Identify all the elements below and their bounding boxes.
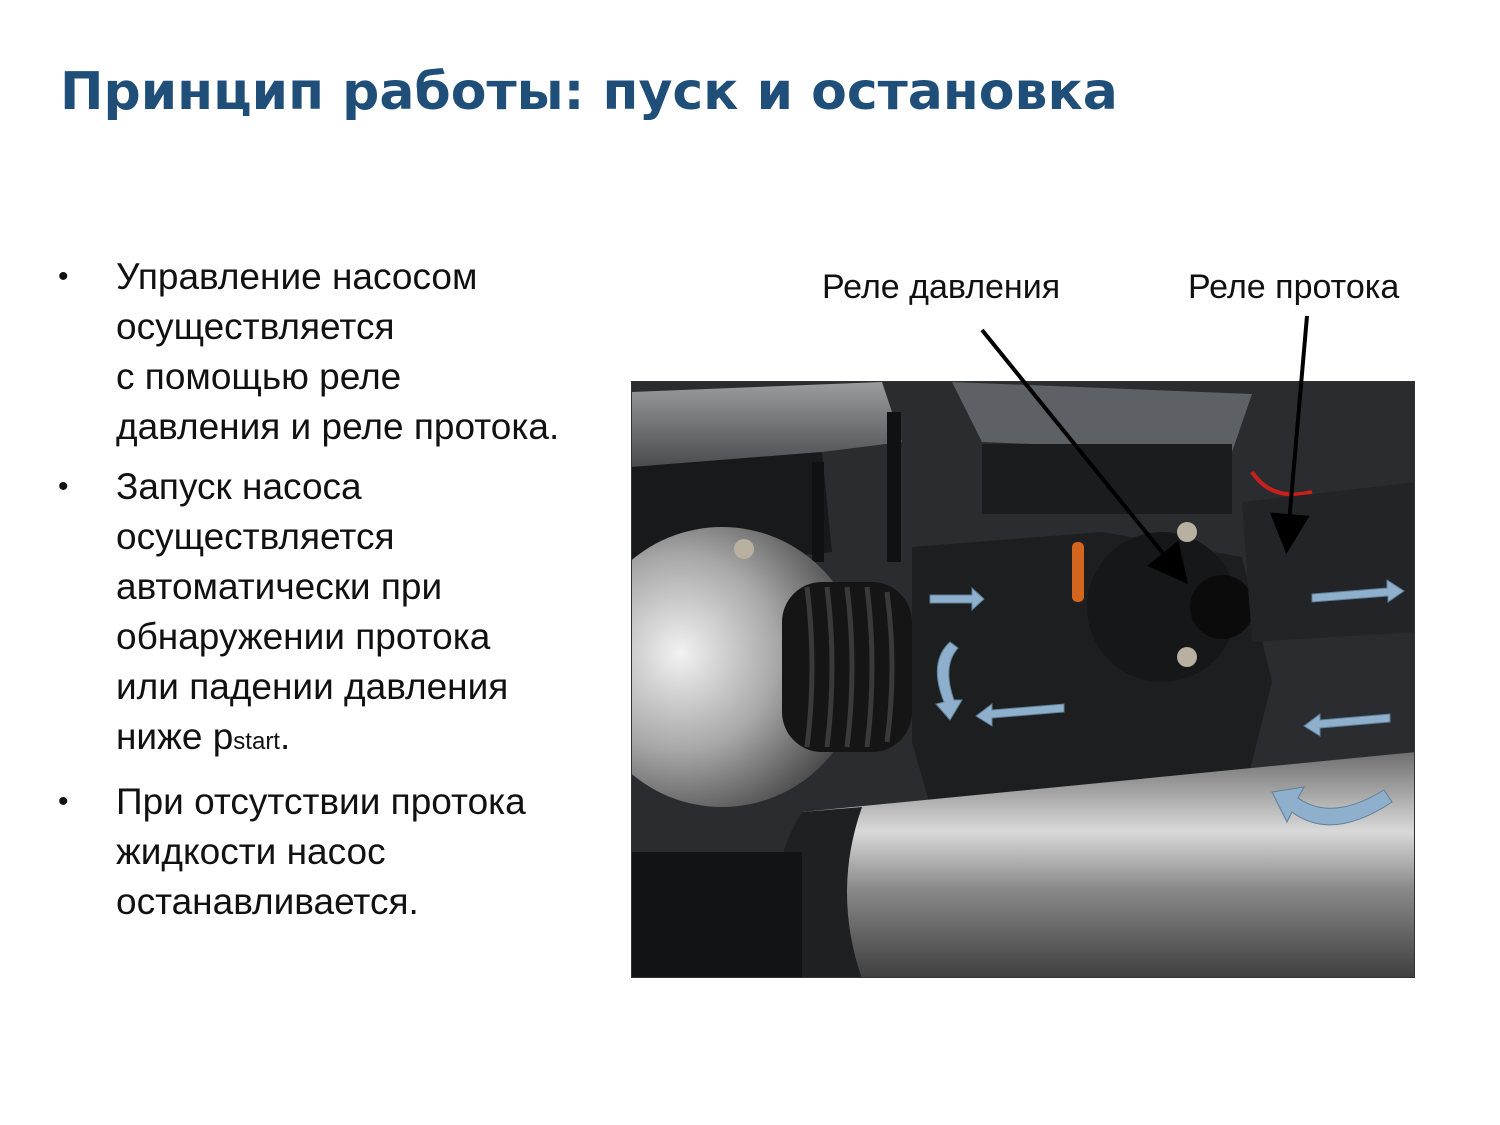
bullet-text: Запуск насоса осуществляется автоматически при обнаружении протока или падении давления ниже p xyxy=(116,466,509,757)
screw-head xyxy=(1177,647,1197,667)
pressure-relay-cap xyxy=(1190,575,1254,639)
bullet-item xyxy=(58,777,618,927)
bullet-item xyxy=(58,252,618,452)
bullet-tail: . xyxy=(279,716,291,757)
housing-rib xyxy=(887,412,901,562)
bullet-text: Управление насосом осуществляется с помощью реле давления и реле протока. xyxy=(116,256,560,447)
bullet-list xyxy=(58,252,618,937)
bullet-item xyxy=(58,462,618,767)
bullet-glyph: • xyxy=(58,470,69,503)
orange-seal xyxy=(1072,542,1084,602)
bullet-glyph: • xyxy=(58,785,69,818)
flow-relay-housing xyxy=(1242,482,1415,642)
top-cover-right xyxy=(952,382,1252,452)
housing-rib xyxy=(812,462,824,562)
screw-head xyxy=(1177,522,1197,542)
bullet-glyph: • xyxy=(58,260,69,293)
slide-title: Принцип работы: пуск и остановка xyxy=(60,62,1118,122)
bullet-subscript: start xyxy=(233,728,280,755)
base-frame xyxy=(632,852,802,978)
screw-head xyxy=(734,539,754,559)
bullet-text: При отсутствии протока жидкости насос останавливается. xyxy=(116,781,526,922)
label-flow-relay: Реле протока xyxy=(1188,268,1400,306)
label-pressure-relay: Реле давления xyxy=(822,268,1061,306)
pump-cutaway-photo xyxy=(631,381,1415,978)
control-box xyxy=(982,444,1232,514)
